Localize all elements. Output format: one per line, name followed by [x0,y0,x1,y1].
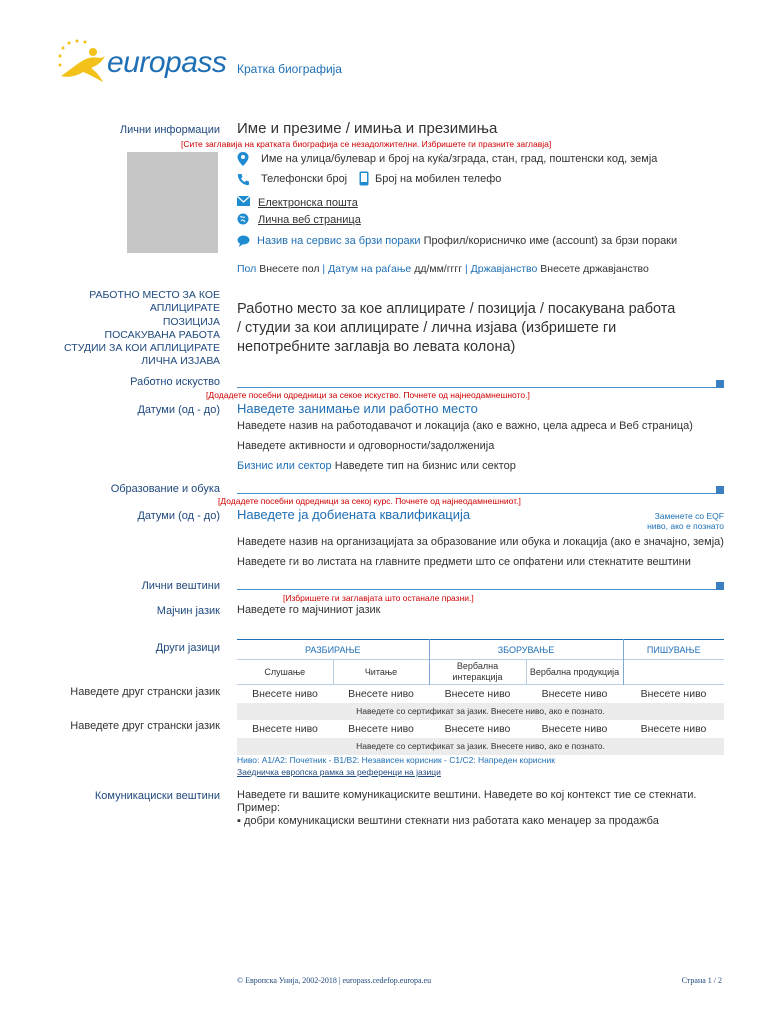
level-cell: Внесете ниво [348,687,414,700]
footer-page-number: Страна 1 / 2 [681,976,722,985]
position-label-line: ПОЗИЦИЈА [162,315,220,328]
section-marker [716,486,724,494]
personal-details-row [237,263,649,275]
writing-subheader [623,660,724,685]
communication-line: Пример: [237,802,281,814]
experience-note: [Додадете посебни одредници за секое искуство. Почнете од најнеодамнешното.] [206,390,530,400]
other-languages-label: Други јазици [155,642,220,654]
web-link[interactable]: Лична веб страница [258,214,361,226]
levels-legend: Ниво: А1/А2: Почетник - B1/B2: Независен корисник - C1/C2: Напреден корисник [237,755,555,765]
subjects: Наведете ги во листата на главните предмети што се опфатени или стекнатите вештини [237,556,691,568]
nationality-label: Државјанство [470,263,538,275]
skills-label: Лични вештини [141,580,220,592]
occupation: Наведете занимање или работно место [237,401,478,416]
eqf-level [620,511,724,531]
skills-note: [Избришете ги заглавјата што останале празни.] [283,593,474,603]
communication-label: Комуникациски вештини [94,790,220,802]
interaction-line: интеракција [452,672,503,682]
language-name: Наведете друг странски јазик [70,686,220,698]
level-cell: Внесете ниво [252,722,318,735]
document-title: Кратка биографија [237,62,342,76]
level-cell: Внесете ниво [541,722,608,735]
interaction-header [429,660,526,685]
position-label-line: ЛИЧНА ИЗЈАВА [141,355,220,368]
logo-figure-icon [55,38,115,88]
position-text-line: непотребните заглавја во левата колона) [237,339,516,355]
language-cert-row [237,738,724,755]
nationality-value: Внесете државјанство [540,263,649,275]
email-link[interactable]: Електронска пошта [258,197,358,209]
mother-tongue-label: Мајчин јазик [156,605,220,617]
position-label-line: АПЛИЦИРАТЕ [149,302,220,315]
phone-icon [237,173,250,186]
language-name: Наведете друг странски јазик [70,720,220,732]
experience-section-rule [237,379,724,388]
language-subheader-row [237,660,724,685]
education-section-rule [237,485,724,494]
address: Име на улица/булевар и број на куќа/зграда, стан, град, поштенски код, земја [261,153,658,165]
communication-line: Наведете ги вашите комуникациските вештини. Наведете во кој контекст тие се стекнати. [237,789,697,801]
location-icon [237,152,249,166]
full-name: Име и презиме / имиња и презимиња [237,120,498,137]
sex-label: Пол [237,263,257,275]
position-label-line: РАБОТНО МЕСТО ЗА КОЕ [89,289,220,301]
communication-text [237,789,696,828]
language-header-row [237,640,724,660]
phone-number: Телефонски број [261,173,348,185]
language-cert-row [237,703,724,720]
sex-value: Внесете пол [259,263,320,275]
photo-placeholder [127,152,218,253]
im-row [257,235,677,247]
business-label: Бизнис или сектор [237,460,332,472]
email-icon [237,196,250,206]
language-level-row [237,685,724,703]
position-label-line: ПОСАКУВАНА РАБОТА [104,328,220,341]
footer-copyright: © Европска Унија, 2002-2018 | europass.cedefop.europa.eu [237,976,432,985]
employer: Наведете назив на работодавачот и локација (ако е важно, цела адреса и Веб страница) [237,420,693,432]
separator: | [464,263,468,275]
section-marker [716,582,724,590]
education-note: [Додадете посебни одредници за секој курс. Почнете од најнеодамнешниот.] [218,496,521,506]
position-text-line: Работно место за кое аплицирате / позиција / посакувана работа [237,301,676,317]
level-cell: Внесете ниво [252,687,318,700]
level-cell: Внесете ниво [541,687,608,700]
im-account: Профил/корисничко име (account) за брзи пораки [423,235,678,247]
logo-text: europass [107,46,227,79]
business-value: Наведете тип на бизнис или сектор [334,460,516,472]
europass-logo [55,38,225,88]
experience-dates-label: Датуми (од - до) [137,404,220,416]
communication-line: ▪ добри комуникациски вештини стекнати низ работата како менаџер за продажба [237,815,659,827]
education-dates-label: Датуми (од - до) [137,510,220,522]
cert-cell: Наведете со сертификат за јазик. Внесете ниво, ако е познато. [356,706,605,716]
reading-header: Читање [333,660,429,685]
chat-icon [237,235,250,247]
personal-warning: [Сите заглавија на кратката биографија се незадолжителни. Избришете ги празните заглавја] [181,139,552,149]
mother-tongue-value: Наведете го мајчиниот јазик [237,604,381,616]
dob-label: Датум на раѓање [328,263,412,275]
listening-header: Слушање [237,660,333,685]
mobile-number: Број на мобилен телефо [375,173,502,185]
eqf-line: Заменете со EQF [654,511,724,521]
organisation: Наведете назив на организацијата за образование или обука и локација (ако е значајно, земја) [237,536,724,548]
level-cell: Внесете ниво [444,687,511,700]
activities: Наведете активности и одговорности/задолженија [237,440,495,452]
cert-cell: Наведете со сертификат за јазик. Внесете ниво, ако е познато. [356,741,605,751]
interaction-line: Вербална [456,661,499,671]
section-marker [716,380,724,388]
level-cell: Внесете ниво [444,722,511,735]
level-cell: Внесете ниво [348,722,414,735]
languages-table [237,639,724,755]
separator: | [322,263,326,275]
position-label-line: СТУДИИ ЗА КОИ АПЛИЦИРАТЕ [64,342,220,355]
dob-value: дд/мм/гггг [414,263,463,275]
skills-section-rule [237,581,724,590]
eqf-line: ниво, ако е познато [647,521,724,531]
language-level-row [237,720,724,738]
position-text-line: / студии за кои аплицирате / лична изјава (избришете ги [237,320,617,336]
im-service-label: Назив на сервис за брзи пораки [257,235,421,247]
writing-header: ПИШУВАЊЕ [646,644,701,655]
speaking-header: ЗБОРУВАЊЕ [429,640,623,660]
qualification: Наведете ја добиената квалификација [237,507,471,522]
position-text [237,300,737,357]
level-cell: Внесете ниво [640,687,707,700]
framework-link[interactable]: Заедничка европска рамка за референци на јазици [237,767,441,777]
experience-label: Работно искуство [130,376,220,388]
mobile-icon [359,171,369,186]
education-label: Образование и обука [110,483,220,495]
level-cell: Внесете ниво [640,722,707,735]
production-header: Вербална продукција [526,660,623,685]
position-label [64,289,220,369]
personal-info-label: Лични информации [119,124,220,136]
understanding-header: РАЗБИРАЊЕ [237,640,429,660]
web-icon [237,213,249,225]
business-row [237,460,516,472]
